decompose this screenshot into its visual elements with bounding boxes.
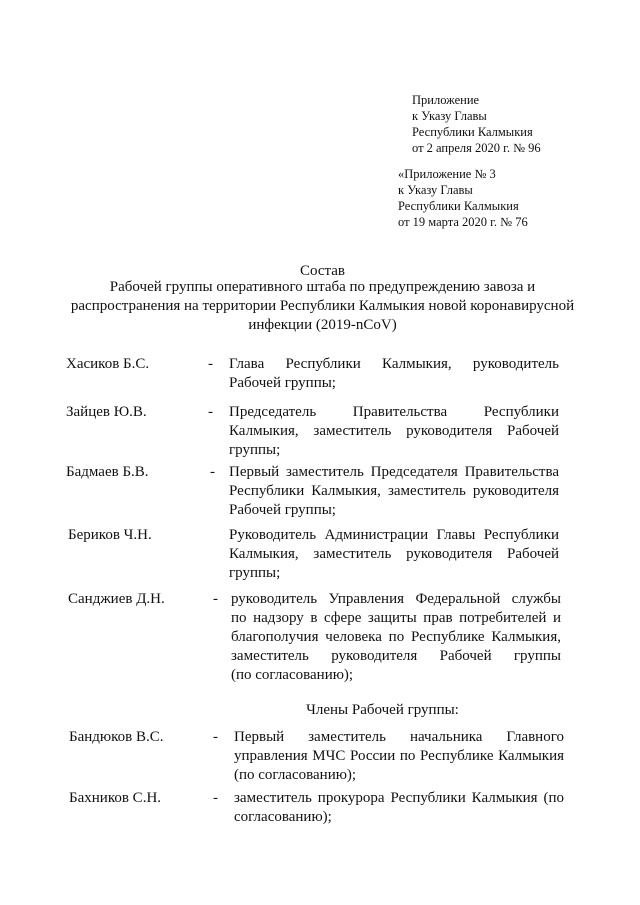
member-role [229,355,559,393]
member-role [229,463,559,520]
member-name: Бахников С.Н. [69,790,162,806]
member-dash: - [213,790,218,806]
member-name: Хасиков Б.С. [66,356,150,372]
annex-reference-header: «Приложение № 3 к Указу Главы Республики Калмыкия от 19 марта 2020 г. № 76 [398,167,528,229]
member-role-line: (по согласованию); [234,767,357,783]
member-role-line: Рабочей группы; [229,375,336,391]
member-role-line: Республики Калмыкия, заместитель руководителя [229,483,559,499]
member-name: Зайцев Ю.В. [66,404,147,420]
member-role-line: по надзору в сфере защиты прав потребителей и [231,610,561,626]
member-role-line: Калмыкия, заместитель руководителя Рабочей [229,423,559,439]
member-role-line: заместитель руководителя Рабочей группы [231,648,561,664]
member-role-line: управления МЧС России по Республике Калмыкия [234,748,564,764]
member-name: Санджиев Д.Н. [68,591,165,607]
member-dash: - [210,464,215,480]
member-dash: - [208,404,213,420]
document-title: Состав [299,263,345,279]
member-role-line: группы; [229,442,281,458]
member-role-line: Первый заместитель начальника Главного [234,729,564,745]
member-name: Бериков Ч.Н. [68,527,152,543]
member-role-line: руководитель Управления Федеральной службы [231,591,561,607]
member-role [234,728,564,785]
members-section-heading: Члены Рабочей группы: [306,702,459,718]
document-subtitle: Рабочей группы оперативного штаба по предупреждению завоза и распространения на территории Республики Калмыкия новой коронавирусной инфекции (2019-nCoV) [70,279,575,333]
member-dash: - [213,591,218,607]
member-role [234,789,564,827]
member-dash: - [208,356,213,372]
member-name: Бандюков В.С. [69,729,164,745]
member-name: Бадмаев Б.В. [66,464,149,480]
member-dash: - [213,729,218,745]
member-role-line: Калмыкия, заместитель руководителя Рабочей [229,546,559,562]
member-role-line: Первый заместитель Председателя Правительства [229,464,559,480]
member-role [231,590,561,685]
member-role-line: Председатель Правительства Республики [229,404,559,420]
annex-header: Приложение к Указу Главы Республики Калмыкия от 2 апреля 2020 г. № 96 [412,93,541,155]
member-role-line: (по согласованию); [231,667,354,683]
member-role [229,403,559,460]
member-role-line: Рабочей группы; [229,502,336,518]
member-role-line: согласованию); [234,809,332,825]
member-role-line: благополучия человека по Республике Калмыкия, [231,629,561,645]
member-role-line: Глава Республики Калмыкия, руководитель [229,356,559,372]
member-role-line: группы; [229,565,281,581]
member-role-line: заместитель прокурора Республики Калмыкия (по [234,790,564,806]
member-role-line: Руководитель Администрации Главы Республики [229,527,559,543]
member-role [229,526,559,583]
